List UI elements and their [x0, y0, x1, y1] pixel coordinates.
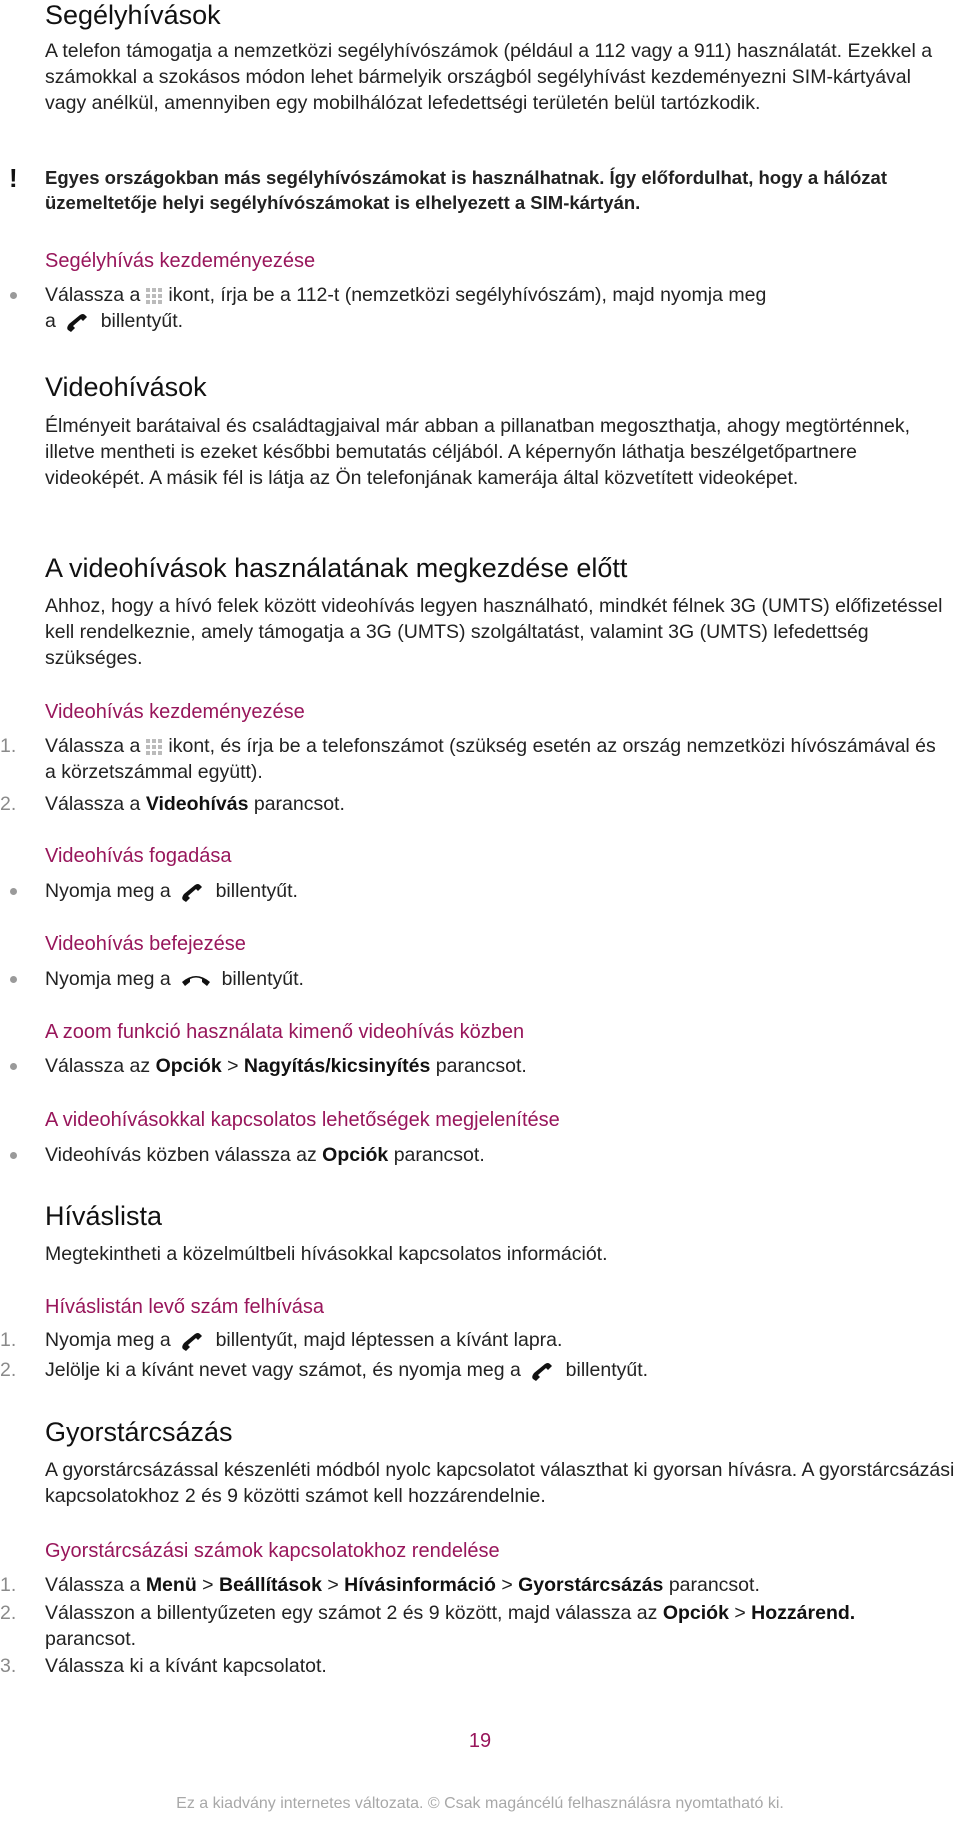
section-body — [45, 593, 950, 671]
section-heading: Híváslista — [45, 1201, 163, 1231]
call-log-section — [45, 1201, 955, 1231]
menu-term: Opciók — [155, 1055, 222, 1077]
note-text: Egyes országokban más segélyhívószámokat is használhatnak. Így előfordulhat, hogy a hálózat üzemeltetője helyi segélyhívószámokat is elhelyezett a SIM-kártyán. — [45, 167, 887, 213]
text: parancsot. — [253, 793, 345, 815]
emergency-section — [45, 0, 955, 30]
text: Válassza a — [45, 793, 141, 815]
before-video-section — [45, 553, 955, 583]
text: Nyomja meg a — [45, 880, 171, 902]
section-intro — [45, 38, 945, 116]
text: Válasszon a billentyűzeten egy számot 2 és 9 között, majd válassza az — [45, 1602, 658, 1624]
separator: > — [734, 1602, 746, 1624]
subsection-heading: Videohívás fogadása — [45, 845, 232, 867]
list-number: 1. — [0, 735, 17, 757]
bullet-icon — [10, 292, 17, 299]
paragraph: A gyorstárcsázással készenléti módból nyolc kapcsolatot választhat ki gyorsan hívásra. A gyorstárcsázási kapcsolatokhoz 2 és 9 közötti számot kell hozzárendelnie. — [45, 1459, 955, 1507]
call-handset-icon — [180, 882, 206, 902]
subsection — [45, 1019, 955, 1045]
text: Válassza ki a kívánt kapcsolatot. — [45, 1655, 327, 1677]
text: Nyomja meg a — [45, 1329, 171, 1351]
subsection-heading: A zoom funkció használata kimenő videohívás közben — [45, 1021, 525, 1043]
call-handset-icon — [180, 1331, 206, 1351]
text: Válassza a — [45, 735, 141, 757]
text: billentyűt. — [565, 1359, 649, 1381]
list-number: 2. — [0, 793, 17, 815]
subsection — [45, 1538, 955, 1564]
subsection-heading: Híváslistán levő szám felhívása — [45, 1296, 325, 1318]
paragraph: Élményeit barátaival és családtagjaival már abban a pillanatban megoszthatja, ahogy megtörténnek, illetve mentheti is ezeket későbbi bemutatás céljából. A képernyőn láthatja beszélgetőpartnere videoképét. A másik fél is látja az Ön telefonjának kamerája által közvetített videoképet. — [45, 415, 911, 489]
subsection-heading: Videohívás kezdeményezése — [45, 701, 305, 723]
menu-term: Menü — [145, 1574, 197, 1596]
subsection — [45, 1294, 955, 1320]
menu-term: Videohívás — [145, 793, 249, 815]
menu-term: Opciók — [662, 1602, 729, 1624]
separator: > — [202, 1574, 214, 1596]
list-number: 2. — [0, 1602, 17, 1624]
list-number: 3. — [0, 1655, 17, 1677]
text: Nyomja meg a — [45, 968, 171, 990]
subsection-heading: Gyorstárcsázási számok kapcsolatokhoz rendelése — [45, 1540, 500, 1562]
text: parancsot. — [435, 1055, 527, 1077]
text: parancsot. — [45, 1628, 137, 1650]
text: Válassza a — [45, 284, 141, 306]
bullet-icon — [10, 888, 17, 895]
speed-dial-section — [45, 1417, 955, 1447]
menu-grid-icon — [144, 737, 164, 757]
paragraph: A telefon támogatja a nemzetközi segélyhívószámok (például a 112 vagy a 911) használatát. Ezekkel a számokkal a szokásos módon lehet bármelyik országból segélyhívást kezdeményezni SIM-kártyával vagy anélkül, amennyiben egy mobilhálózat lefedettségi területén belül tartózkodik. — [45, 40, 933, 114]
separator: > — [227, 1055, 239, 1077]
text: Válassza a — [45, 1574, 141, 1596]
menu-term: Gyorstárcsázás — [518, 1574, 664, 1596]
subsection — [45, 931, 955, 957]
separator: > — [327, 1574, 339, 1596]
footer-note: Ez a kiadvány internetes változata. © Csak magáncélú felhasználásra nyomtatható ki. — [176, 1795, 784, 1812]
subsection — [45, 843, 955, 869]
text: Jelölje ki a kívánt nevet vagy számot, és nyomja meg a — [45, 1359, 521, 1381]
section-heading: Videohívások — [45, 372, 207, 402]
menu-term: Opciók — [322, 1144, 389, 1166]
text: billentyűt. — [215, 880, 298, 902]
list-number: 1. — [0, 1574, 17, 1596]
call-handset-icon — [65, 312, 91, 332]
subsection-heading: Videohívás befejezése — [45, 933, 246, 955]
text: parancsot. — [668, 1574, 760, 1596]
page-number: 19 — [468, 1730, 492, 1752]
text: parancsot. — [393, 1144, 485, 1166]
menu-term: Nagyítás/kicsinyítés — [243, 1055, 431, 1077]
text: billentyűt. — [221, 968, 304, 990]
text: billentyűt, majd léptessen a kívánt lapra. — [215, 1329, 563, 1351]
subsection-heading: Segélyhívás kezdeményezése — [45, 250, 316, 272]
bullet-icon — [10, 976, 17, 983]
section-heading: Segélyhívások — [45, 0, 221, 30]
subsection — [45, 699, 955, 725]
text: ikont, írja be a 112-t (nemzetközi segélyhívószám), majd nyomja meg — [168, 284, 767, 306]
section-body — [45, 1457, 960, 1509]
paragraph: Ahhoz, hogy a hívó felek között videohívás legyen használható, mindkét félnek 3G (UMTS) előfizetéssel kell rendelkeznie, amely támogatja a 3G (UMTS) szolgáltatást, valamint 3G (UMTS) lefedettség szükséges. — [45, 595, 943, 669]
subsection — [45, 1107, 955, 1133]
list-number: 2. — [0, 1359, 17, 1381]
end-call-icon — [180, 970, 212, 990]
menu-term: Hívásinformáció — [344, 1574, 496, 1596]
section-body — [45, 413, 945, 491]
paragraph: Megtekintheti a közelmúltbeli hívásokkal kapcsolatos információt. — [45, 1243, 608, 1265]
bullet-icon — [10, 1063, 17, 1070]
section-heading: A videohívások használatának megkezdése előtt — [45, 553, 628, 583]
section-heading: Gyorstárcsázás — [45, 1417, 233, 1447]
subsection-heading: A videohívásokkal kapcsolatos lehetőségek megjelenítése — [45, 1109, 560, 1131]
text: a — [45, 310, 56, 332]
section-body — [45, 1241, 955, 1267]
warning-icon: ! — [9, 163, 18, 193]
menu-term: Beállítások — [218, 1574, 322, 1596]
call-handset-icon — [530, 1361, 556, 1381]
text: Válassza az — [45, 1055, 151, 1077]
text: billentyűt. — [100, 310, 184, 332]
bullet-icon — [10, 1152, 17, 1159]
menu-term: Hozzárend. — [751, 1602, 856, 1624]
menu-grid-icon — [144, 286, 164, 306]
separator: > — [501, 1574, 513, 1596]
text: ikont, és írja be a telefonszámot (szükség esetén az ország nemzetközi hívószámával és a körzetszámmal együtt). — [45, 735, 936, 783]
subsection — [45, 248, 955, 274]
text: Videohívás közben válassza az — [45, 1144, 317, 1166]
list-number: 1. — [0, 1329, 17, 1351]
video-calls-section — [45, 372, 955, 402]
